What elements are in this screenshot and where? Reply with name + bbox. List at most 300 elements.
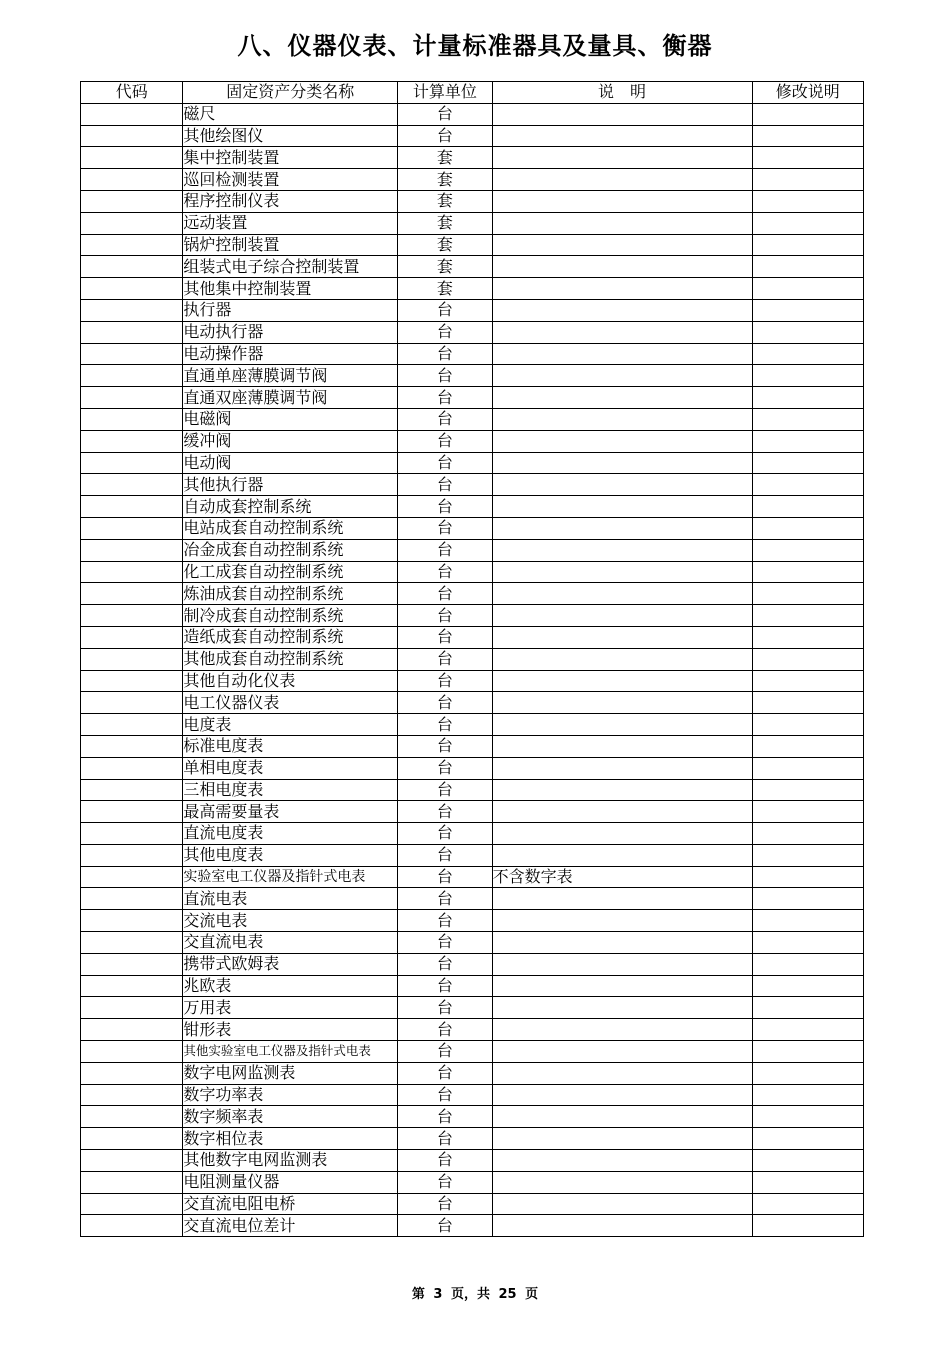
cell-modification (752, 997, 863, 1019)
cell-description (492, 474, 752, 496)
cell-modification (752, 430, 863, 452)
cell-code (81, 496, 183, 518)
cell-description (492, 997, 752, 1019)
cell-unit: 套 (398, 147, 492, 169)
header-code: 代码 (81, 82, 183, 104)
cell-unit: 台 (398, 975, 492, 997)
cell-code (81, 539, 183, 561)
cell-name: 自动成套控制系统 (183, 496, 398, 518)
table-row (81, 692, 864, 714)
cell-name: 化工成套自动控制系统 (183, 561, 398, 583)
cell-name: 数字频率表 (183, 1106, 398, 1128)
cell-modification (752, 496, 863, 518)
table-row (81, 190, 864, 212)
table-row (81, 1062, 864, 1084)
table-row (81, 408, 864, 430)
cell-unit: 台 (398, 626, 492, 648)
cell-name: 交直流电位差计 (183, 1215, 398, 1237)
cell-name: 其他集中控制装置 (183, 278, 398, 300)
cell-name: 直流电表 (183, 888, 398, 910)
table-row (81, 823, 864, 845)
cell-code (81, 866, 183, 888)
cell-description (492, 234, 752, 256)
cell-unit: 台 (398, 779, 492, 801)
table-row (81, 1019, 864, 1041)
footer-total-pages: 25 (498, 1287, 517, 1302)
cell-modification (752, 823, 863, 845)
cell-modification (752, 1041, 863, 1063)
table-row (81, 670, 864, 692)
cell-description (492, 299, 752, 321)
table-body (81, 103, 864, 1236)
table-row (81, 757, 864, 779)
cell-code (81, 234, 183, 256)
cell-description (492, 801, 752, 823)
cell-modification (752, 605, 863, 627)
cell-code (81, 1171, 183, 1193)
cell-code (81, 212, 183, 234)
cell-code (81, 583, 183, 605)
cell-modification (752, 692, 863, 714)
cell-code (81, 1041, 183, 1063)
cell-name: 电度表 (183, 714, 398, 736)
cell-code (81, 408, 183, 430)
cell-unit: 台 (398, 103, 492, 125)
cell-code (81, 1062, 183, 1084)
cell-description (492, 648, 752, 670)
cell-unit: 套 (398, 169, 492, 191)
cell-modification (752, 561, 863, 583)
table-row (81, 844, 864, 866)
cell-name: 其他执行器 (183, 474, 398, 496)
table-row (81, 1041, 864, 1063)
cell-name: 其他成套自动控制系统 (183, 648, 398, 670)
cell-description (492, 823, 752, 845)
cell-unit: 套 (398, 212, 492, 234)
cell-modification (752, 888, 863, 910)
cell-code (81, 103, 183, 125)
cell-code (81, 801, 183, 823)
cell-name: 万用表 (183, 997, 398, 1019)
cell-unit: 台 (398, 997, 492, 1019)
cell-name: 数字功率表 (183, 1084, 398, 1106)
footer-page-number: 3 (433, 1287, 443, 1302)
cell-code (81, 714, 183, 736)
cell-description (492, 1106, 752, 1128)
cell-modification (752, 735, 863, 757)
cell-description (492, 212, 752, 234)
cell-description (492, 626, 752, 648)
table-row (81, 1150, 864, 1172)
cell-name: 交直流电表 (183, 932, 398, 954)
table-row (81, 496, 864, 518)
cell-code (81, 953, 183, 975)
cell-unit: 台 (398, 823, 492, 845)
cell-code (81, 278, 183, 300)
cell-unit: 台 (398, 757, 492, 779)
table-row (81, 125, 864, 147)
header-unit: 计算单位 (398, 82, 492, 104)
cell-code (81, 561, 183, 583)
cell-unit: 台 (398, 670, 492, 692)
cell-description (492, 365, 752, 387)
header-modification: 修改说明 (752, 82, 863, 104)
cell-modification (752, 365, 863, 387)
cell-description: 不含数字表 (492, 866, 752, 888)
cell-name: 电动执行器 (183, 321, 398, 343)
cell-code (81, 605, 183, 627)
cell-code (81, 474, 183, 496)
cell-modification (752, 583, 863, 605)
cell-unit: 台 (398, 299, 492, 321)
table-row (81, 932, 864, 954)
cell-unit: 台 (398, 1041, 492, 1063)
cell-name: 电动操作器 (183, 343, 398, 365)
table-row (81, 953, 864, 975)
cell-code (81, 757, 183, 779)
cell-description (492, 1084, 752, 1106)
cell-description (492, 953, 752, 975)
cell-description (492, 1062, 752, 1084)
table-row (81, 975, 864, 997)
cell-code (81, 735, 183, 757)
cell-unit: 台 (398, 1215, 492, 1237)
cell-name: 电磁阀 (183, 408, 398, 430)
cell-unit: 台 (398, 953, 492, 975)
cell-modification (752, 539, 863, 561)
footer-mid: 页，共 (450, 1287, 490, 1302)
cell-modification (752, 670, 863, 692)
table-row (81, 517, 864, 539)
cell-unit: 台 (398, 735, 492, 757)
cell-description (492, 321, 752, 343)
table-row (81, 539, 864, 561)
table-row (81, 1084, 864, 1106)
cell-modification (752, 517, 863, 539)
cell-modification (752, 953, 863, 975)
table-row (81, 1128, 864, 1150)
table-row (81, 474, 864, 496)
cell-description (492, 1128, 752, 1150)
cell-modification (752, 648, 863, 670)
cell-name: 集中控制装置 (183, 147, 398, 169)
table-row (81, 561, 864, 583)
table-row (81, 801, 864, 823)
cell-code (81, 452, 183, 474)
cell-unit: 套 (398, 234, 492, 256)
cell-code (81, 1215, 183, 1237)
cell-description (492, 692, 752, 714)
table-row (81, 169, 864, 191)
cell-unit: 台 (398, 408, 492, 430)
cell-modification (752, 234, 863, 256)
table-row (81, 648, 864, 670)
cell-name: 交流电表 (183, 910, 398, 932)
cell-modification (752, 190, 863, 212)
cell-code (81, 1019, 183, 1041)
cell-name: 执行器 (183, 299, 398, 321)
cell-name: 直通单座薄膜调节阀 (183, 365, 398, 387)
cell-description (492, 1019, 752, 1041)
cell-unit: 台 (398, 496, 492, 518)
table-row (81, 387, 864, 409)
cell-name: 电工仪器仪表 (183, 692, 398, 714)
cell-code (81, 1084, 183, 1106)
header-description: 说 明 (492, 82, 752, 104)
cell-code (81, 299, 183, 321)
table-row (81, 626, 864, 648)
cell-description (492, 932, 752, 954)
cell-modification (752, 975, 863, 997)
cell-name: 数字电网监测表 (183, 1062, 398, 1084)
cell-modification (752, 1150, 863, 1172)
cell-modification (752, 299, 863, 321)
cell-code (81, 147, 183, 169)
cell-unit: 套 (398, 278, 492, 300)
cell-name: 其他绘图仪 (183, 125, 398, 147)
table-row (81, 1193, 864, 1215)
cell-unit: 台 (398, 125, 492, 147)
footer-suffix: 页 (525, 1287, 539, 1302)
cell-name: 兆欧表 (183, 975, 398, 997)
table-row (81, 1171, 864, 1193)
cell-unit: 台 (398, 343, 492, 365)
cell-name: 锅炉控制装置 (183, 234, 398, 256)
cell-modification (752, 757, 863, 779)
cell-code (81, 975, 183, 997)
table-row (81, 103, 864, 125)
cell-name: 电阻测量仪器 (183, 1171, 398, 1193)
table-row (81, 452, 864, 474)
cell-code (81, 430, 183, 452)
cell-name: 单相电度表 (183, 757, 398, 779)
cell-code (81, 169, 183, 191)
cell-description (492, 757, 752, 779)
cell-code (81, 888, 183, 910)
cell-modification (752, 1215, 863, 1237)
table-row (81, 910, 864, 932)
cell-modification (752, 103, 863, 125)
cell-unit: 台 (398, 1106, 492, 1128)
cell-description (492, 779, 752, 801)
table-row (81, 212, 864, 234)
cell-modification (752, 147, 863, 169)
cell-name: 远动装置 (183, 212, 398, 234)
footer-prefix: 第 (411, 1287, 425, 1302)
cell-code (81, 387, 183, 409)
cell-code (81, 190, 183, 212)
cell-name: 造纸成套自动控制系统 (183, 626, 398, 648)
header-name: 固定资产分类名称 (183, 82, 398, 104)
cell-unit: 台 (398, 910, 492, 932)
table-row (81, 779, 864, 801)
cell-description (492, 387, 752, 409)
cell-unit: 台 (398, 1193, 492, 1215)
table-row (81, 583, 864, 605)
cell-description (492, 278, 752, 300)
cell-modification (752, 321, 863, 343)
cell-modification (752, 452, 863, 474)
table-row (81, 234, 864, 256)
cell-description (492, 496, 752, 518)
cell-modification (752, 1084, 863, 1106)
cell-name: 程序控制仪表 (183, 190, 398, 212)
cell-unit: 台 (398, 583, 492, 605)
cell-modification (752, 1128, 863, 1150)
cell-code (81, 321, 183, 343)
table-row (81, 866, 864, 888)
cell-name: 制冷成套自动控制系统 (183, 605, 398, 627)
table-row (81, 147, 864, 169)
page-footer (0, 1283, 950, 1302)
cell-name: 直流电度表 (183, 823, 398, 845)
cell-unit: 台 (398, 692, 492, 714)
cell-description (492, 888, 752, 910)
table-header-row (81, 82, 864, 104)
cell-unit: 台 (398, 387, 492, 409)
cell-description (492, 670, 752, 692)
cell-modification (752, 408, 863, 430)
cell-name: 缓冲阀 (183, 430, 398, 452)
table-row (81, 714, 864, 736)
table-row (81, 605, 864, 627)
cell-unit: 台 (398, 1062, 492, 1084)
cell-name: 交直流电阻电桥 (183, 1193, 398, 1215)
cell-code (81, 343, 183, 365)
cell-modification (752, 1062, 863, 1084)
cell-description (492, 408, 752, 430)
cell-description (492, 561, 752, 583)
cell-code (81, 125, 183, 147)
cell-description (492, 539, 752, 561)
table-row (81, 256, 864, 278)
cell-unit: 台 (398, 714, 492, 736)
cell-code (81, 1150, 183, 1172)
cell-code (81, 517, 183, 539)
cell-description (492, 975, 752, 997)
cell-modification (752, 932, 863, 954)
cell-name: 钳形表 (183, 1019, 398, 1041)
table-row (81, 299, 864, 321)
cell-name: 电动阀 (183, 452, 398, 474)
cell-code (81, 997, 183, 1019)
cell-unit: 台 (398, 1019, 492, 1041)
cell-code (81, 1106, 183, 1128)
cell-code (81, 648, 183, 670)
cell-unit: 台 (398, 888, 492, 910)
cell-modification (752, 474, 863, 496)
cell-name: 其他实验室电工仪器及指针式电表 (183, 1041, 398, 1063)
cell-modification (752, 278, 863, 300)
cell-description (492, 103, 752, 125)
cell-name: 标准电度表 (183, 735, 398, 757)
cell-modification (752, 1193, 863, 1215)
cell-unit: 台 (398, 365, 492, 387)
cell-name: 炼油成套自动控制系统 (183, 583, 398, 605)
cell-name: 三相电度表 (183, 779, 398, 801)
table-row (81, 1106, 864, 1128)
cell-modification (752, 801, 863, 823)
cell-unit: 台 (398, 452, 492, 474)
cell-modification (752, 866, 863, 888)
cell-unit: 套 (398, 190, 492, 212)
cell-unit: 台 (398, 866, 492, 888)
cell-description (492, 256, 752, 278)
cell-name: 磁尺 (183, 103, 398, 125)
cell-name: 直通双座薄膜调节阀 (183, 387, 398, 409)
cell-name: 冶金成套自动控制系统 (183, 539, 398, 561)
cell-code (81, 910, 183, 932)
cell-modification (752, 714, 863, 736)
cell-name: 数字相位表 (183, 1128, 398, 1150)
cell-unit: 台 (398, 1084, 492, 1106)
cell-code (81, 365, 183, 387)
table-row (81, 997, 864, 1019)
cell-description (492, 125, 752, 147)
cell-unit: 台 (398, 1150, 492, 1172)
cell-code (81, 779, 183, 801)
cell-description (492, 1215, 752, 1237)
cell-unit: 台 (398, 474, 492, 496)
cell-description (492, 735, 752, 757)
cell-modification (752, 844, 863, 866)
cell-description (492, 452, 752, 474)
cell-modification (752, 169, 863, 191)
table-row (81, 430, 864, 452)
cell-unit: 台 (398, 1171, 492, 1193)
cell-description (492, 147, 752, 169)
cell-code (81, 1128, 183, 1150)
cell-code (81, 823, 183, 845)
cell-modification (752, 1171, 863, 1193)
cell-code (81, 1193, 183, 1215)
asset-classification-table (80, 81, 864, 1237)
cell-description (492, 343, 752, 365)
cell-code (81, 256, 183, 278)
cell-description (492, 1041, 752, 1063)
cell-modification (752, 910, 863, 932)
cell-unit: 台 (398, 648, 492, 670)
cell-description (492, 190, 752, 212)
cell-code (81, 692, 183, 714)
cell-unit: 台 (398, 539, 492, 561)
cell-unit: 台 (398, 561, 492, 583)
cell-code (81, 670, 183, 692)
cell-description (492, 430, 752, 452)
cell-name: 其他数字电网监测表 (183, 1150, 398, 1172)
cell-description (492, 1193, 752, 1215)
page-title: 八、仪器仪表、计量标准器具及量具、衡器 (237, 32, 713, 60)
cell-unit: 台 (398, 321, 492, 343)
cell-description (492, 844, 752, 866)
cell-name: 其他自动化仪表 (183, 670, 398, 692)
cell-code (81, 932, 183, 954)
cell-code (81, 844, 183, 866)
cell-modification (752, 343, 863, 365)
cell-name: 携带式欧姆表 (183, 953, 398, 975)
cell-unit: 台 (398, 517, 492, 539)
cell-modification (752, 1019, 863, 1041)
cell-description (492, 1150, 752, 1172)
cell-name: 组装式电子综合控制装置 (183, 256, 398, 278)
cell-modification (752, 212, 863, 234)
cell-modification (752, 1106, 863, 1128)
cell-unit: 台 (398, 1128, 492, 1150)
table-row (81, 343, 864, 365)
cell-unit: 台 (398, 932, 492, 954)
table-row (81, 278, 864, 300)
cell-name: 实验室电工仪器及指针式电表 (183, 866, 398, 888)
